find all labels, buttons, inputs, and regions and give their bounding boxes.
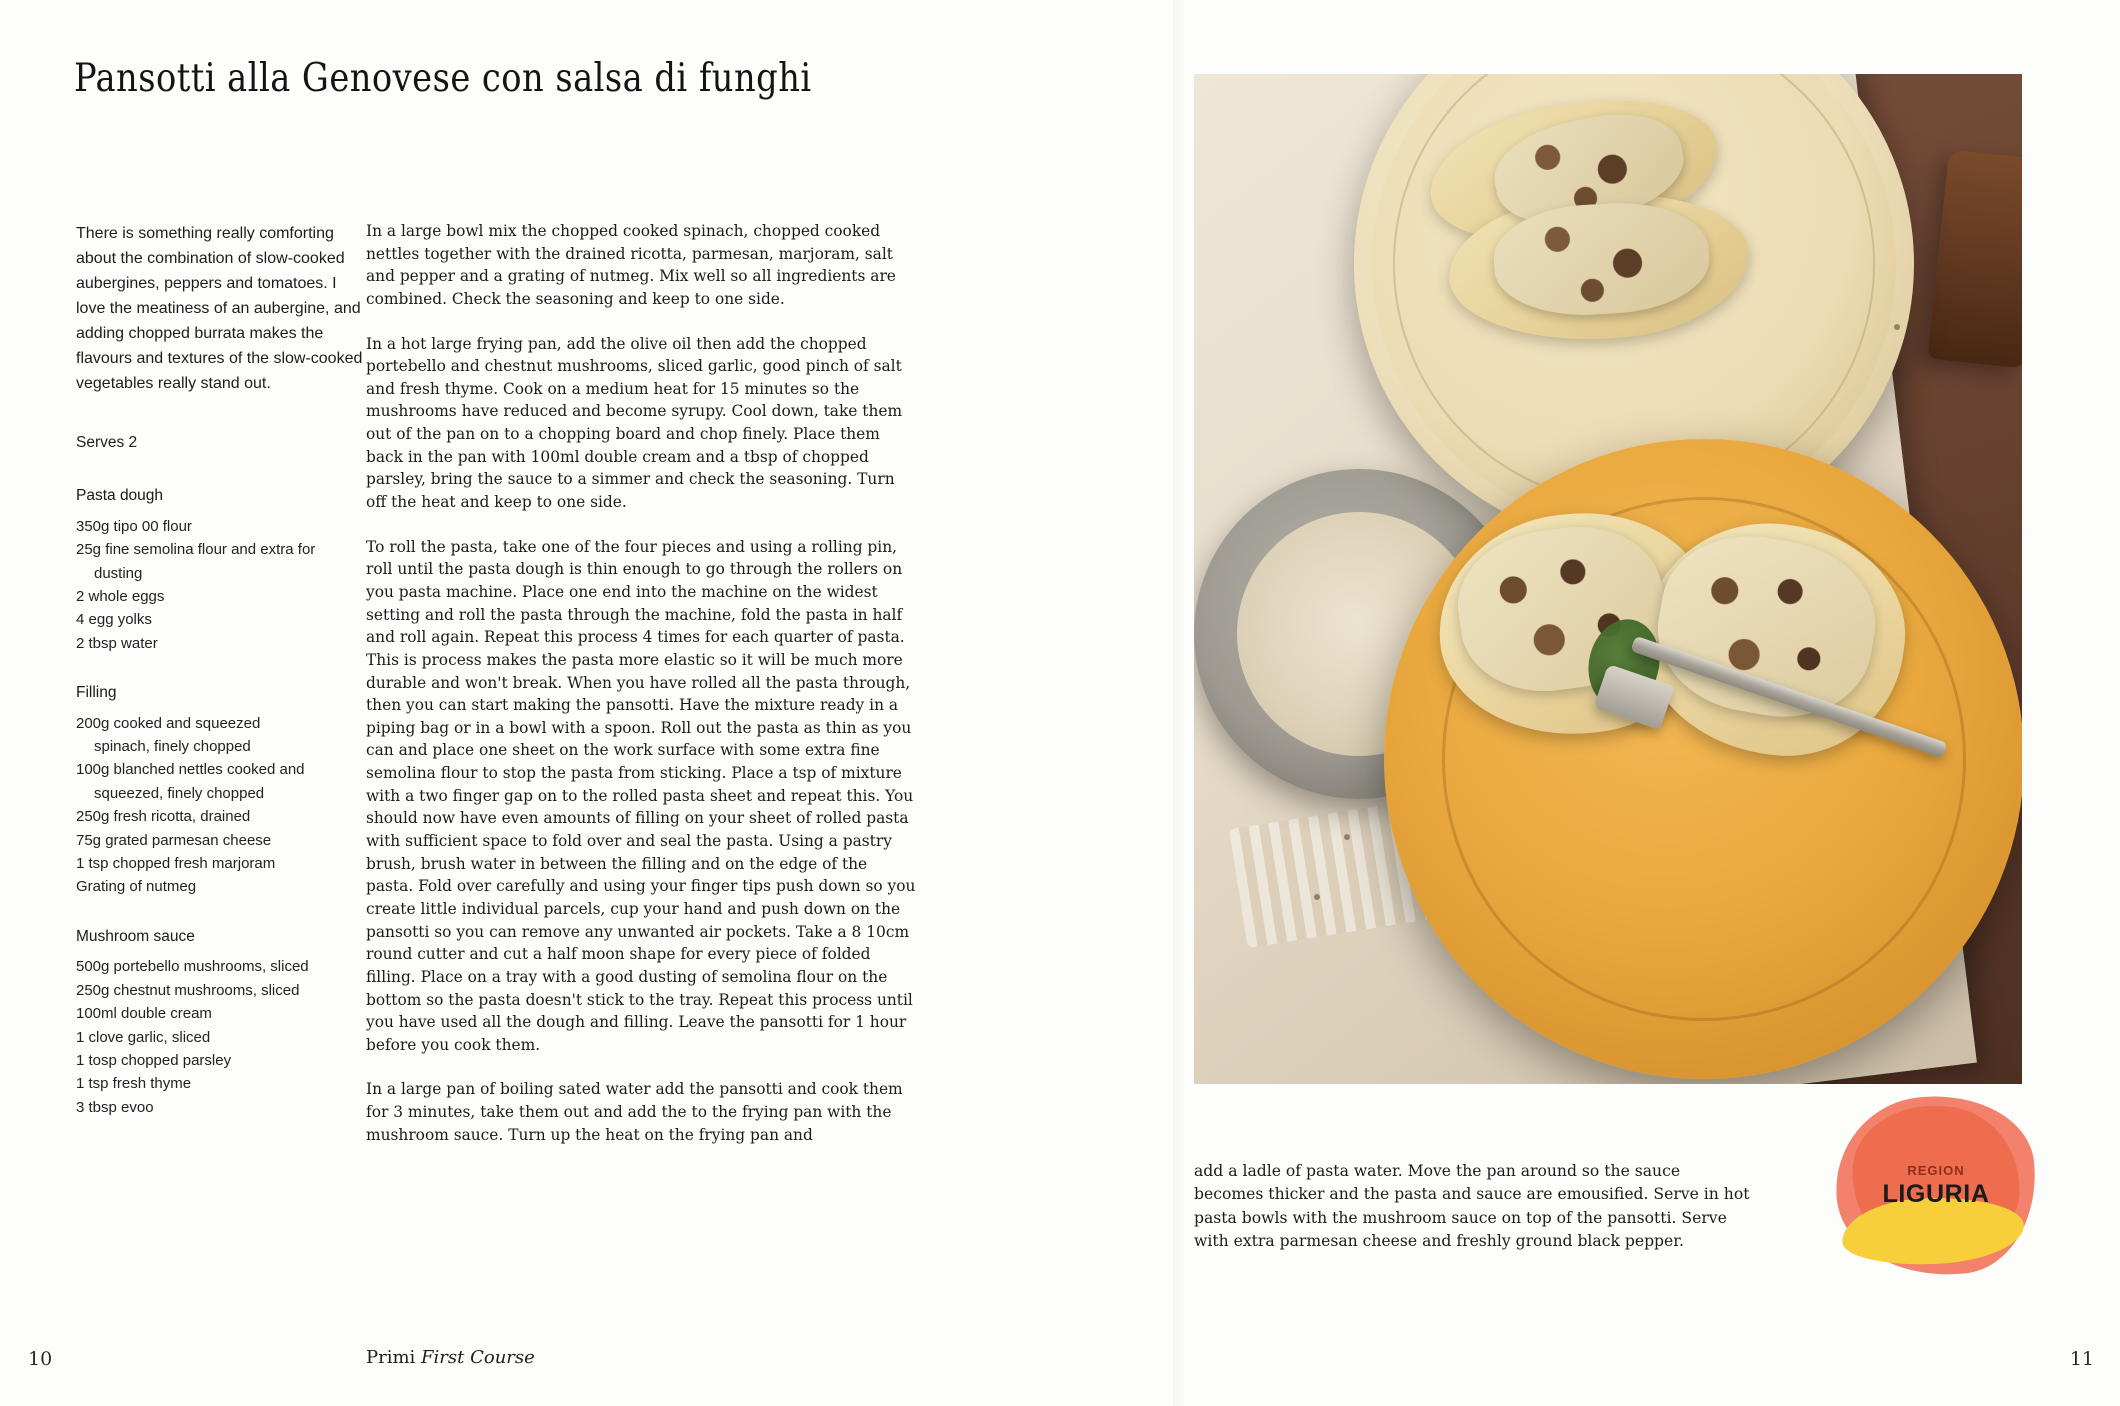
method-paragraph: In a large pan of boiling sated water add the pansotti and cook them for 3 minutes, take them out and add the to the frying pan with the mushroom sauce. Turn up the heat on the frying pan and — [366, 1080, 903, 1144]
yellow-plate — [1384, 439, 2022, 1079]
ingredients-column — [76, 222, 366, 1145]
footer-section-translation: First Course — [421, 1347, 535, 1368]
list-item: 1 clove garlic, sliced — [76, 1028, 211, 1046]
recipe-intro: There is something really comforting about the combination of slow-cooked aubergines, peppers and tomatoes. I love the meatiness of an aubergine, and adding chopped burrata makes the flavours and textures of the slow-cooked vegetables really stand out. — [76, 225, 363, 392]
list-item: 100ml double cream — [76, 1005, 212, 1023]
method-paragraph: add a ladle of pasta water. Move the pan around so the sauce becomes thicker and the pasta and sauce are emousified. Serve in hot pasta bowls with the mushroom sauce on top of the pansotti. Serve with extra parmesan cheese and freshly ground black pepper. — [1194, 1162, 1750, 1251]
badge-text — [1836, 1096, 2036, 1276]
list-item: 350g tipo 00 flour — [76, 517, 192, 535]
list-item: 1 tsp chopped fresh marjoram — [76, 855, 276, 872]
badge-region-label: REGION — [1907, 1163, 1965, 1178]
ingredient-group-heading: Pasta dough — [76, 487, 164, 505]
ingredient-list — [76, 955, 366, 1119]
ingredient-list — [76, 515, 366, 655]
ingredient-list — [76, 712, 366, 899]
crumb — [1314, 894, 1320, 900]
method-paragraph: To roll the pasta, take one of the four pieces and using a rolling pin, roll until the pasta dough is thin enough to go through the rollers on you pasta machine. Place one end into the machine on the widest setting and roll the pasta through the machine, fold the pasta in half and roll again. Repeat this process 4 times for each quarter of pasta. This is process makes the pasta more elastic so it will be much more durable and won't break. When you have rolled all the pasta through, then you can start making the pansotti. Have the mixture ready in a piping bag or in a bowl with a spoon. Roll out the pasta as thin as you can and place one sheet on the work surface with some extra fine semolina flour to stop the pasta from sticking. Place a tsp of mixture with a two finger gap on to the rolled pasta sheet and repeat this. You should now have even amounts of filling on your sheet of rolled pasta with sufficient space to fold over and seal the pasta. Using a pastry brush, brush water in between the filling and on the edge of the pasta. Fold over carefully and using your finger tips push down so you create little individual parcels, cup your hand and push down on the pansotti so you can remove any unwanted air pockets. Take a 8 10cm round cutter and cut a half moon shape for every piece of folded filling. Place on a tray with a good dusting of semolina flour on the bottom so the pasta doesn't stick to the tray. Repeat this process until you have used all the dough and filling. Leave the pansotti for 1 hour before you cook them. — [366, 537, 916, 1054]
list-item: 2 tbsp water — [76, 634, 158, 652]
method-paragraph: In a hot large frying pan, add the olive oil then add the chopped portebello and chestnut mushrooms, sliced garlic, good pinch of salt and fresh thyme. Cook on a medium heat for 15 minutes so the mushrooms have reduced and become syrupy. Cool down, take them out of the pan on to a chopping board and chop finely. Place them back in the pan with 100ml double cream and a tbsp of chopped parsley, bring the sauce to a simmer and check the seasoning. Turn off the heat and keep to one side. — [366, 334, 903, 512]
ingredient-group — [76, 484, 366, 655]
list-item: 25g fine semolina flour and extra for — [76, 541, 316, 559]
method-column — [366, 220, 916, 1168]
list-item: Grating of nutmeg — [76, 878, 197, 896]
page-number-right: 11 — [2069, 1348, 2094, 1370]
list-item: 500g portebello mushrooms, sliced — [76, 958, 309, 976]
list-item: 75g grated parmesan cheese — [76, 831, 272, 849]
method-continued-column — [1194, 1160, 1754, 1254]
page-number-left: 10 — [28, 1348, 53, 1370]
footer-section-primi: Primi — [366, 1347, 416, 1368]
method-paragraph: In a large bowl mix the chopped cooked spinach, chopped cooked nettles together with the drained ricotta, parmesan, marjoram, salt and pepper and a grating of nutmeg. Mix well so all ingredients are combined. Check the seasoning and keep to one side. — [366, 222, 896, 308]
list-item: 250g fresh ricotta, drained — [76, 808, 251, 826]
list-item: 1 tsp fresh thyme — [76, 1075, 192, 1093]
ingredient-group — [76, 681, 366, 899]
list-item: dusting — [94, 564, 143, 582]
recipe-photo — [1194, 74, 2022, 1084]
ingredient-group — [76, 925, 366, 1119]
list-item: squeezed, finely chopped — [94, 784, 265, 802]
ingredient-group-heading: Filling — [76, 684, 117, 702]
crumb — [1344, 834, 1350, 840]
list-item: 250g chestnut mushrooms, sliced — [76, 981, 300, 999]
badge-region-name: LIGURIA — [1882, 1180, 1990, 1208]
list-item: 2 whole eggs — [76, 587, 165, 605]
page-title: Pansotti alla Genovese con salsa di funghi — [74, 56, 812, 101]
crumb — [1894, 324, 1900, 330]
footer-section-label — [366, 1347, 535, 1368]
list-item: 3 tbsp evoo — [76, 1098, 154, 1116]
ingredient-group-heading: Mushroom sauce — [76, 927, 195, 945]
region-badge — [1836, 1096, 2036, 1276]
list-item: 1 tosp chopped parsley — [76, 1051, 232, 1069]
list-item: 4 egg yolks — [76, 611, 152, 629]
list-item: 200g cooked and squeezed — [76, 714, 261, 732]
list-item: spinach, finely chopped — [94, 738, 251, 756]
serves-label: Serves 2 — [76, 433, 138, 451]
list-item: 100g blanched nettles cooked and — [76, 761, 305, 779]
photo-illustration — [1194, 74, 2022, 1084]
